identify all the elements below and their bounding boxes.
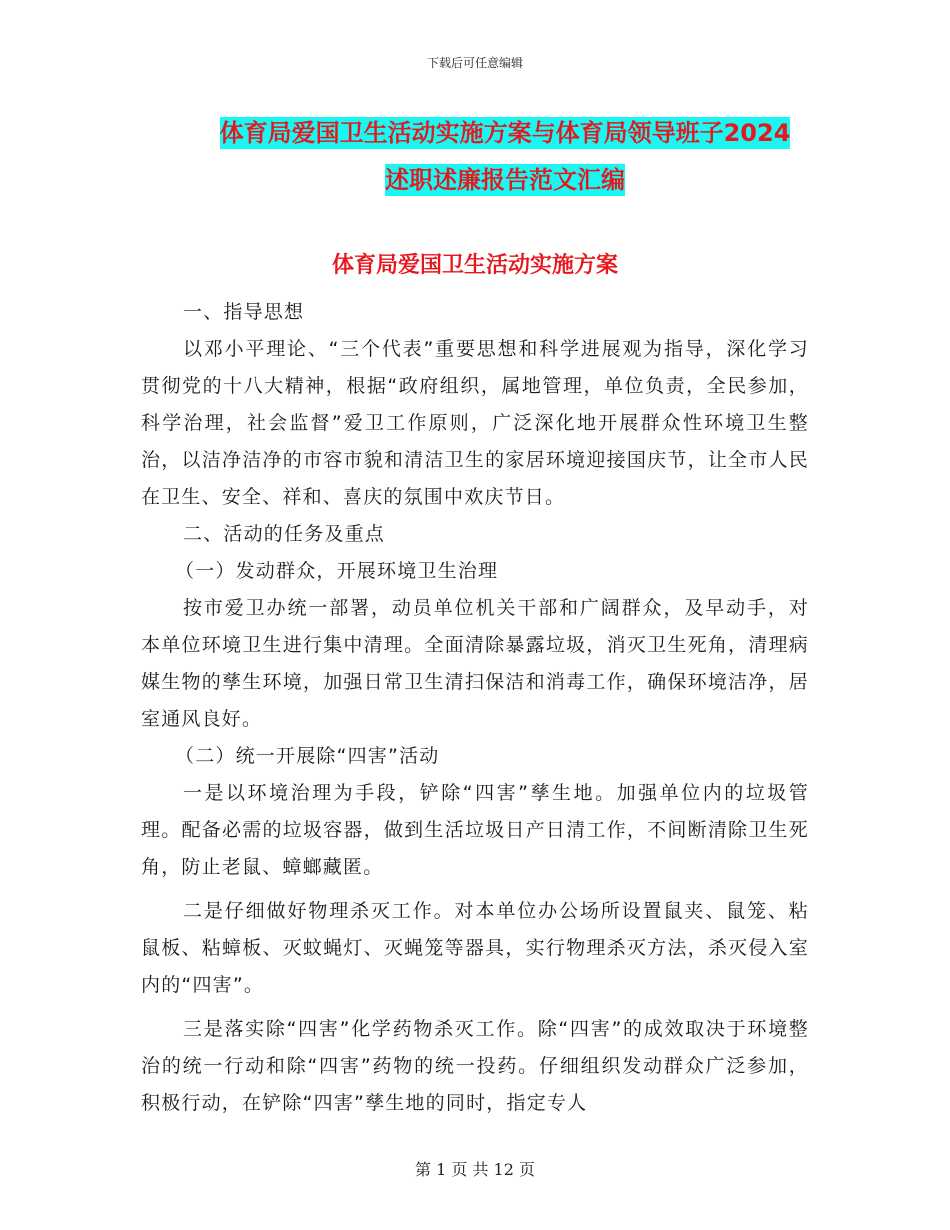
page-footer: 第 1 页 共 12 页 (415, 1160, 535, 1179)
section-title: 体育局爱国卫生活动实施方案 (331, 253, 618, 278)
title-line-1: 体育局爱国卫生活动实施方案与体育局领导班子2024 (219, 119, 791, 147)
header-note: 下载后可任意编辑 (426, 56, 523, 70)
paragraph: 三是落实除“四害”化学药物杀灭工作。除“四害”的成效取决于环境整治的统一行动和除“四害”药物的统一投药。仔细组织发动群众广泛参加，积极行动，在铲除“四害”孳生地的同时，指定专人 (141, 1018, 809, 1114)
title-line-2: 述职述廉报告范文汇编 (385, 166, 625, 194)
document-title (140, 110, 870, 204)
subheading-mobilize: （一）发动群众，开展环境卫生治理 (175, 560, 499, 582)
paragraph: 一是以环境治理为手段，铲除“四害”孳生地。加强单位内的垃圾管理。配备必需的垃圾容器，做到生活垃圾日产日清工作，不间断清除卫生死角，防止老鼠、蟑螂藏匿。 (141, 782, 809, 878)
subheading-four-pests: （二）统一开展除“四害”活动 (175, 745, 440, 767)
heading-guiding-ideology: 一、指导思想 (183, 301, 305, 323)
document-body (141, 294, 809, 1122)
paragraph: 按市爱卫办统一部署，动员单位机关干部和广阔群众，及早动手，对本单位环境卫生进行集中清理。全面清除暴露垃圾，消灭卫生死角，清理病媒生物的孳生环境，加强日常卫生清扫保洁和消毒工作，确保环境洁净，居室通风良好。 (141, 597, 809, 730)
paragraph: 以邓小平理论、“三个代表”重要思想和科学进展观为指导，深化学习贯彻党的十八大精神，根据“政府组织，属地管理，单位负责，全民参加，科学治理，社会监督”爱卫工作原则，广泛深化地开展群众性环境卫生整治，以洁净洁净的市容市貌和清洁卫生的家居环境迎接国庆节，让全市人民在卫生、安全、祥和、喜庆的氛围中欢庆节日。 (141, 338, 809, 508)
paragraph: 二是仔细做好物理杀灭工作。对本单位办公场所设置鼠夹、鼠笼、粘鼠板、粘蟑板、灭蚊蝇灯、灭蝇笼等器具，实行物理杀灭方法，杀灭侵入室内的“四害”。 (141, 900, 809, 996)
heading-tasks: 二、活动的任务及重点 (183, 523, 386, 545)
